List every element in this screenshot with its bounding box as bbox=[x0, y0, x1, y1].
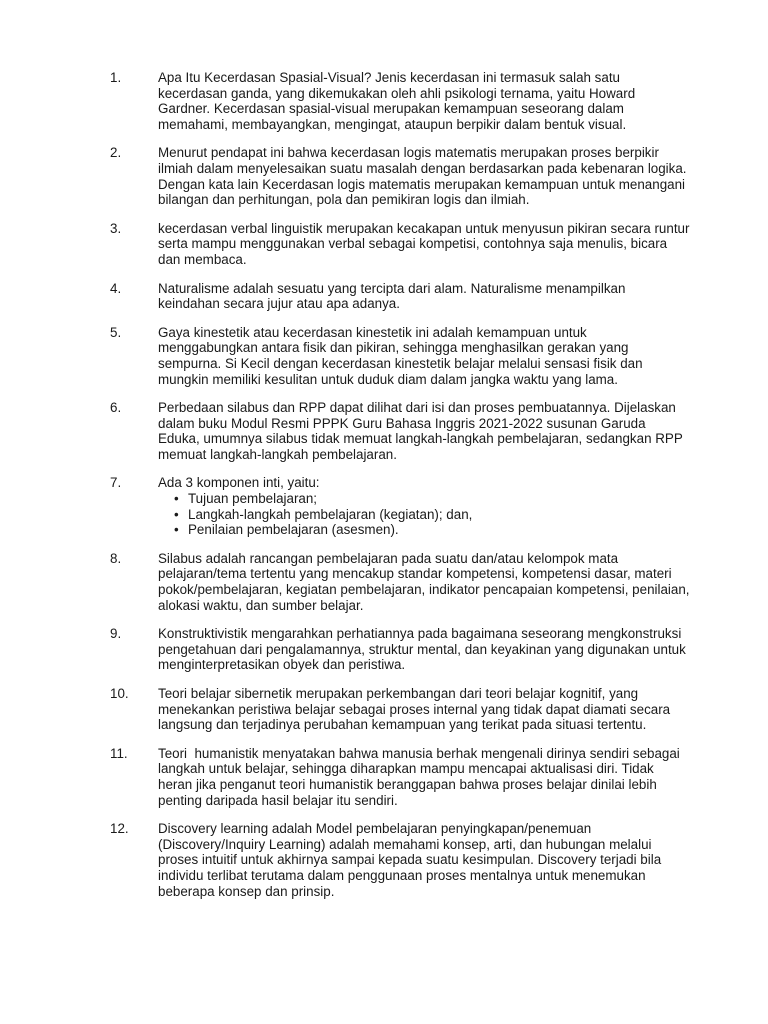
item-number: 2. bbox=[110, 145, 122, 161]
list-item bbox=[110, 70, 690, 132]
item-text: Ada 3 komponen inti, yaitu: bbox=[158, 475, 320, 491]
bullet-item: • Langkah-langkah pembelajaran (kegiatan); dan, bbox=[174, 507, 690, 523]
numbered-list bbox=[110, 70, 690, 912]
item-text: Gaya kinestetik atau kecerdasan kinestetik ini adalah kemampuan untuk menggabungkan antara fisik dan pikiran, sehingga menghasilkan gerakan yang sempurna. Si Kecil dengan kecerdasan kinestetik belajar melalui sensasi fisik dan mungkin memiliki kesulitan untuk duduk diam dalam jangka waktu yang lama. bbox=[158, 324, 643, 387]
list-item bbox=[110, 221, 690, 268]
list-item bbox=[110, 821, 690, 899]
item-number: 5. bbox=[110, 324, 122, 340]
item-content bbox=[158, 475, 690, 537]
item-text: Teori belajar sibernetik merupakan perkembangan dari teori belajar kognitif, yang menekankan peristiwa belajar sebagai proses internal yang tidak dapat diamati secara langsung dan terjadinya perubahan kemampuan yang terikat pada situasi tertentu. bbox=[158, 686, 671, 733]
bullet-list bbox=[158, 491, 690, 538]
list-item bbox=[110, 281, 690, 312]
item-number: 11. bbox=[110, 745, 128, 761]
list-item bbox=[110, 400, 690, 462]
bullet-item: • Tujuan pembelajaran; bbox=[174, 491, 690, 507]
item-text: kecerdasan verbal linguistik merupakan kecakapan untuk menyusun pikiran secara runtur serta mampu menggunakan verbal sebagai kompetisi, contohnya saja menulis, bicara dan membaca. bbox=[158, 220, 690, 267]
list-item bbox=[110, 551, 690, 613]
item-number: 3. bbox=[110, 220, 122, 236]
list-item bbox=[110, 325, 690, 387]
list-item bbox=[110, 746, 690, 808]
item-number: 9. bbox=[110, 626, 122, 642]
list-item bbox=[110, 686, 690, 733]
item-text: Discovery learning adalah Model pembelajaran penyingkapan/penemuan (Discovery/Inquiry Learning) adalah memahami konsep, arti, dan hubungan melalui proses intuitif untuk akhirnya sampai kepada suatu kesimpulan. Discovery terjadi bila individu terlibat terutama dalam penggunaan proses mentalnya untuk menemukan beberapa konsep dan prinsip. bbox=[158, 821, 662, 899]
item-text: Silabus adalah rancangan pembelajaran pada suatu dan/atau kelompok mata pelajaran/tema tertentu yang mencakup standar kompetensi, kompetensi dasar, materi pokok/pembelajaran, kegiatan pembelajaran, indikator pencapaian kompetensi, penilaian, alokasi waktu, dan sumber belajar. bbox=[158, 550, 690, 613]
list-item bbox=[110, 145, 690, 207]
item-number: 10. bbox=[110, 686, 129, 701]
item-text: Apa Itu Kecerdasan Spasial-Visual? Jenis kecerdasan ini termasuk salah satu kecerdasan ganda, yang dikemukakan oleh ahli psikologi ternama, yaitu Howard Gardner. Kecerdasan spasial-visual merupakan kemampuan seseorang dalam memahami, membayangkan, mengingat, ataupun berpikir dalam bentuk visual. bbox=[158, 70, 636, 132]
item-text: Perbedaan silabus dan RPP dapat dilihat dari isi dan proses pembuatannya. Dijelaskan dalam buku Modul Resmi PPPK Guru Bahasa Inggris 2021-2022 susunan Garuda Eduka, umumnya silabus tidak memuat langkah-langkah pembelajaran, sedangkan RPP memuat langkah-langkah pembelajaran. bbox=[158, 400, 683, 462]
item-number: 4. bbox=[110, 280, 122, 296]
item-number: 12. bbox=[110, 821, 129, 837]
item-text: Naturalisme adalah sesuatu yang tercipta dari alam. Naturalisme menampilkan keindahan secara jujur atau apa adanya. bbox=[158, 280, 626, 312]
list-item bbox=[110, 626, 690, 673]
item-text: Teori humanistik menyatakan bahwa manusia berhak mengenali dirinya sendiri sebagai langkah untuk belajar, sehingga diharapkan mampu mencapai aktualisasi diri. Tidak heran jika penganut teori humanistik beranggapan bahwa proses belajar dinilai lebih penting daripada hasil belajar itu sendiri. bbox=[158, 745, 684, 808]
item-number: 1. bbox=[110, 70, 122, 85]
item-text: Menurut pendapat ini bahwa kecerdasan logis matematis merupakan proses berpikir ilmiah dalam menyelesaikan suatu masalah dengan berdasarkan pada kebenaran logika. Dengan kata lain Kecerdasan logis matematis merupakan kemampuan untuk menangani bilangan dan perhitungan, pola dan pemikiran logis dan ilmiah. bbox=[158, 145, 687, 208]
item-number: 8. bbox=[110, 550, 122, 566]
item-text: Konstruktivistik mengarahkan perhatiannya pada bagaimana seseorang mengkonstruksi pengetahuan dari pengalamannya, struktur mental, dan keyakinan yang digunakan untuk menginterpretasikan obyek dan peristiwa. bbox=[158, 626, 686, 673]
item-number: 6. bbox=[110, 400, 122, 416]
bullet-item: • Penilaian pembelajaran (asesmen). bbox=[174, 522, 690, 538]
list-item bbox=[110, 475, 690, 537]
item-number: 7. bbox=[110, 475, 122, 491]
